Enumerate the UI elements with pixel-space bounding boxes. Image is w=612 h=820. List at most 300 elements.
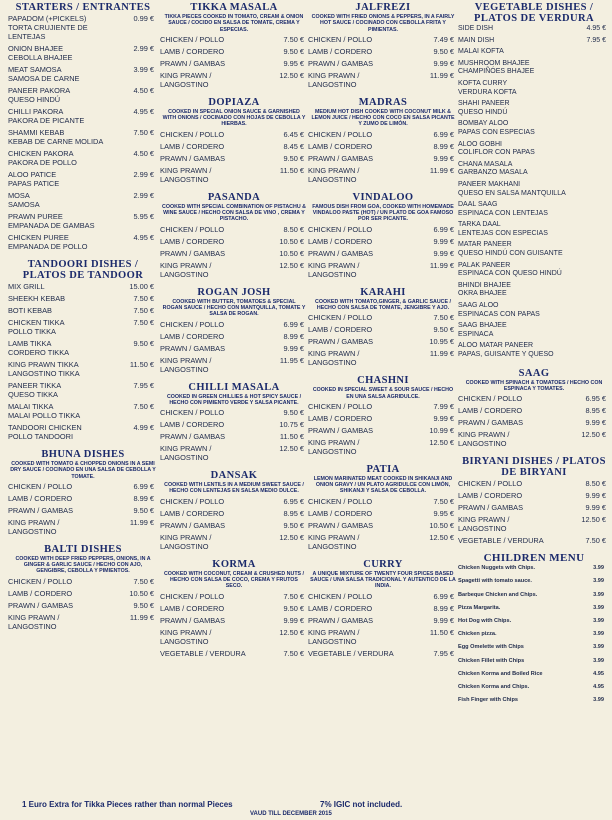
item-name: CHICKEN / POLLO (458, 479, 523, 489)
menu-item (160, 628, 308, 646)
item-name: PRAWN / GAMBAS (458, 418, 524, 428)
item-name: CHICKEN PAKORA PAKORA DE POLLO (8, 149, 77, 167)
item-name: LAMB / CORDERO (160, 46, 225, 56)
item-price: 9.99 € (433, 58, 454, 68)
menu-item (8, 601, 158, 610)
menu-section-curry (308, 559, 458, 664)
menu-item (8, 14, 158, 41)
menu-item (308, 130, 458, 139)
item-name: SHEEKH KEBAB (8, 294, 66, 303)
section-description: TIKKA PIECES COOKED IN TOMATO, CREAM & ONION SAUCE / COCIDO EN SALSA DE TOMATE, CREMA Y ESPECIAS. (164, 14, 304, 33)
item-price: 9.99 € (585, 418, 606, 428)
item-name: MUSHROOM BHAJEE CHAMPIÑÓES BHAJEE (458, 59, 535, 76)
section-title: TANDOORI DISHES / PLATOS DE TANDOOR (22, 259, 144, 281)
item-price: 2.99 € (133, 170, 154, 179)
item-name: LAMB / CORDERO (308, 413, 373, 423)
item-name: Chicken Nuggets with Chips. (458, 565, 536, 572)
menu-column-2 (160, 0, 308, 664)
menu-item (160, 237, 308, 246)
item-name: LAMB / CORDERO (308, 325, 373, 335)
item-price: 9.50 € (433, 325, 454, 335)
item-price: 9.99 € (433, 248, 454, 258)
item-name: KING PRAWN / LANGOSTINO (160, 444, 212, 463)
item-name: PRAWN / GAMBAS (308, 425, 374, 435)
item-price: 3.99 (593, 644, 604, 651)
section-title: BHUNA DISHES (41, 449, 125, 460)
item-price: 9.99 € (585, 491, 606, 501)
menu-column-3 (308, 0, 458, 664)
section-title: CHASHNI (357, 375, 409, 387)
menu-item (458, 262, 610, 279)
menu-item (8, 494, 158, 503)
item-price: 15.00 € (129, 282, 154, 291)
section-description: COOKED IN SPECIAL ONION SAUCE & GARNISHED WITH ONIONS / COCINADO CON HOJAS DE CEBOLLA Y HIERBAS. (162, 108, 306, 128)
item-name: PRAWN / GAMBAS (308, 615, 374, 625)
item-price: 7.95 € (586, 36, 606, 44)
section-description: COOKED WITH LENTILS IN A MEDIUM SWEET SAUCE / HECHO CON LENTEJAS EN SALSA MEDIO DULCE. (164, 482, 304, 495)
menu-item (160, 533, 308, 551)
menu-item (458, 394, 610, 403)
item-name: PANEER MAKHANI QUESO EN SALSA MANTQUILLA (458, 180, 566, 197)
menu-item (160, 166, 308, 184)
section-title: BALTI DISHES (44, 543, 122, 555)
item-price: 9.99 € (433, 153, 454, 163)
menu-item (8, 191, 158, 209)
item-name: CHICKEN / POLLO (160, 591, 225, 601)
menu-section-jalfrezi (308, 2, 458, 95)
item-price: 9.99 € (585, 503, 606, 513)
item-name: Chicken Korma and Chips. (458, 683, 530, 690)
menu-item (458, 141, 610, 158)
item-name: CHICKEN / POLLO (458, 394, 523, 404)
item-name: LAMB / CORDERO (160, 420, 225, 430)
menu-item (458, 515, 610, 533)
menu-item (458, 342, 610, 359)
item-price: 8.99 € (433, 603, 454, 613)
item-price: 4.95 € (586, 25, 606, 32)
item-name: CHICKEN / POLLO (160, 34, 225, 44)
item-price: 11.99 € (129, 612, 154, 622)
item-price: 3.99 (593, 617, 604, 624)
item-name: MIX GRILL (8, 282, 45, 291)
item-price: 10.99 € (429, 425, 454, 435)
menu-item (160, 225, 308, 234)
menu-item (8, 233, 158, 251)
item-name: SAAG ALOO ESPINACAS CON PAPAS (458, 302, 540, 318)
menu-item (8, 294, 158, 303)
item-name: CHANA MASALA GARBANZO MASALA (458, 160, 528, 177)
section-title: VINDALOO (352, 191, 414, 203)
item-price: 3.99 (593, 604, 604, 611)
item-name: CHICKEN / POLLO (308, 224, 373, 234)
item-price: 2.99 € (133, 44, 154, 53)
menu-item (458, 658, 610, 665)
menu-item (458, 322, 610, 339)
item-name: VEGETABLE / VERDURA (308, 648, 394, 658)
item-name: LAMB / CORDERO (160, 603, 225, 613)
menu-item (160, 59, 308, 68)
menu-section-tandoori-dishes (8, 259, 158, 447)
item-price: 7.50 € (133, 402, 154, 411)
menu-item (160, 592, 308, 601)
menu-item (308, 426, 458, 435)
menu-item (160, 344, 308, 353)
menu-item (308, 59, 458, 68)
menu-item (458, 241, 610, 258)
menu-item (160, 649, 308, 658)
item-name: KING PRAWN / LANGOSTINO (160, 70, 212, 89)
section-description: COOKED WITH FRIED ONIONS & PEPPERS, IN A FAIRLY HOT SAUCE / COCINADO CON CEBOLLA FRITA Y PIMIENTAS. (311, 14, 455, 33)
menu-item (8, 381, 158, 399)
menu-item (308, 521, 458, 530)
menu-item (458, 503, 610, 512)
item-price: 11.50 € (429, 627, 454, 637)
menu-item (458, 181, 610, 198)
item-name: CHICKEN / POLLO (160, 129, 225, 139)
item-name: Chicken Korma and Boiled Rice (458, 670, 543, 677)
menu-item (458, 644, 610, 651)
item-name: CHICKEN / POLLO (160, 224, 225, 234)
item-name: LAMB / CORDERO (160, 236, 225, 246)
item-name: LAMB / CORDERO (8, 493, 73, 503)
menu-item (458, 479, 610, 488)
section-title: TIKKA MASALA (190, 2, 278, 13)
menu-section-children-menu (458, 553, 610, 713)
section-title: STARTERS / ENTRANTES (15, 2, 151, 13)
menu-item (308, 154, 458, 163)
section-title: CHILLI MASALA (188, 381, 280, 393)
section-description: COOKED WITH DEEP FRIED PEPPERS, ONIONS, IN A GINGER & GARLIC SAUCE / HECHO CON AJO, GENGIBRE, CEBOLLA Y PIMIENTOS. (15, 555, 151, 575)
item-name: LAMB / CORDERO (160, 331, 225, 341)
menu-item (458, 406, 610, 415)
item-name: BOMBAY ALOO PAPAS CON ESPECIAS (458, 120, 535, 136)
item-price: 11.50 € (279, 165, 304, 175)
section-title: CHILDREN MENU (483, 552, 585, 565)
item-name: Chicken pizza. (458, 631, 497, 638)
item-name: LAMB / CORDERO (308, 603, 373, 613)
item-name: KING PRAWN / LANGOSTINO (308, 349, 360, 368)
item-price: 7.50 € (283, 648, 304, 658)
item-name: Chicken Fillet with Chips (458, 657, 525, 664)
item-name: KING PRAWN / LANGOSTINO (308, 260, 360, 279)
menu-item (458, 37, 610, 46)
item-name: ALOO PATICE PAPAS PATICE (8, 170, 60, 188)
item-name: KING PRAWN / LANGOSTINO (308, 627, 360, 646)
item-name: CHICKEN / POLLO (8, 481, 73, 491)
item-price: 4.50 € (133, 149, 154, 158)
section-title: MADRAS (358, 96, 408, 108)
item-name: KOFTA CURRY VERDURA KOFTA (458, 79, 517, 96)
menu-section-saag (458, 368, 610, 455)
item-price: 4.99 € (133, 423, 154, 432)
item-price: 9.50 € (133, 505, 154, 515)
menu-item (160, 356, 308, 374)
item-price: 9.50 € (433, 46, 454, 56)
item-price: 8.45 € (283, 141, 304, 151)
menu-item (160, 320, 308, 329)
item-name: Egg Omelette with Chips (458, 644, 524, 651)
section-title: DOPIAZA (208, 96, 260, 108)
menu-item (160, 332, 308, 341)
item-price: 6.99 € (433, 129, 454, 139)
item-name: SHAMMI KEBAB KEBAB DE CARNE MOLIDA (8, 128, 104, 146)
menu-item (8, 506, 158, 515)
menu-item (308, 592, 458, 601)
menu-item (308, 604, 458, 613)
item-price: 10.75 € (279, 420, 304, 430)
menu-item (458, 418, 610, 427)
menu-section-chilli-masala (160, 382, 308, 469)
section-description: LEMON MARINATED MEAT COOKED IN SHIKANJI AND ONION GRAVY / UN PLATO AGRIDULCE CON LIMÓN, SHIKANJI Y SALSA DE CEBOLLA. (313, 475, 453, 495)
menu-item (308, 142, 458, 151)
section-description: MEDIUM HOT DISH COOKED WITH COCONUT MILK & LEMON JUICE / HECHO CON COCO EN SALSA PICANTE Y ZUMO DE LIMÓN. (311, 108, 455, 128)
section-title: SAAG (518, 367, 550, 379)
menu-item (8, 86, 158, 104)
menu-item (8, 149, 158, 167)
menu-item (458, 161, 610, 178)
item-price: 9.50 € (283, 603, 304, 613)
menu-item (308, 402, 458, 411)
item-name: ALOO GOBHI COLIFLOR CON PAPAS (458, 140, 535, 157)
menu-item (308, 616, 458, 625)
item-price: 10.50 € (279, 248, 304, 258)
item-name: PRAWN / GAMBAS (160, 153, 226, 163)
menu-item (8, 339, 158, 357)
menu-item (8, 423, 158, 441)
menu-item (308, 497, 458, 506)
menu-item (458, 100, 610, 117)
item-price: 12.50 € (279, 70, 304, 80)
item-price: 12.50 € (581, 515, 606, 525)
item-name: LAMB / CORDERO (308, 508, 373, 518)
menu-item (308, 414, 458, 423)
item-price: 12.50 € (279, 532, 304, 542)
item-name: PRAWN PUREE EMPANADA DE GAMBAS (8, 212, 95, 230)
menu-item (458, 618, 610, 625)
menu-item (308, 237, 458, 246)
item-price: 3.99 (593, 565, 604, 572)
menu-item (458, 605, 610, 612)
item-price: 9.50 € (133, 339, 154, 348)
menu-item (8, 589, 158, 598)
menu-section-bhuna-dishes (8, 449, 158, 542)
item-price: 12.50 € (429, 437, 454, 447)
item-name: PRAWN / GAMBAS (160, 520, 226, 530)
menu-item (458, 565, 610, 572)
item-name: PRAWN / GAMBAS (160, 248, 226, 258)
item-price: 7.49 € (433, 34, 454, 44)
item-price: 10.50 € (129, 588, 154, 598)
item-price: 3.99 (593, 591, 604, 598)
item-price: 12.50 € (279, 627, 304, 637)
item-name: ALOO MATAR PANEER PAPAS, GUISANTE Y QUESO (458, 342, 554, 358)
menu-item (458, 48, 610, 57)
menu-item (458, 80, 610, 97)
menu-item (458, 697, 610, 704)
menu-item (8, 128, 158, 146)
item-name: TARKA DAAL LENTEJAS CON ESPECIAS (458, 221, 548, 237)
item-name: KING PRAWN / LANGOSTINO (160, 355, 212, 374)
item-price: 9.99 € (433, 615, 454, 625)
item-name: KING PRAWN / LANGOSTINO (8, 517, 60, 536)
item-price: 7.99 € (433, 401, 454, 411)
item-price: 3.99 (593, 657, 604, 664)
item-name: PRAWN / GAMBAS (308, 248, 374, 258)
item-price: 5.95 € (133, 212, 154, 221)
item-price: 12.50 € (279, 444, 304, 454)
menu-item (160, 616, 308, 625)
section-description: COOKED WITH BUTTER, TOMATOES & SPECIAL ROGAN SAUCE / HECHO CON MANTQUILLA, TOMATE Y SALSA DE ROGAN. (162, 298, 306, 318)
section-title: BIRYANI DISHES / PLATOS DE BIRYANI (462, 456, 606, 479)
menu-item (308, 166, 458, 184)
item-price: 3.99 (593, 578, 604, 585)
item-name: PRAWN / GAMBAS (160, 432, 226, 442)
menu-item (458, 578, 610, 585)
menu-item (458, 282, 610, 299)
menu-item (8, 212, 158, 230)
item-name: LAMB / CORDERO (8, 588, 73, 598)
item-name: CHICKEN PUREE EMPANADA DE POLLO (8, 233, 88, 251)
item-name: MAIN DISH (458, 36, 495, 44)
item-price: 6.99 € (433, 224, 454, 234)
item-name: SAAG BHAJEE ESPINACA (458, 322, 507, 338)
item-name: CHICKEN / POLLO (308, 129, 373, 139)
section-title: PATIA (366, 463, 400, 475)
menu-item (160, 142, 308, 151)
item-name: CHICKEN / POLLO (8, 576, 73, 586)
menu-item (160, 154, 308, 163)
menu-section-chashni (308, 375, 458, 462)
menu-item (160, 249, 308, 258)
item-name: KING PRAWN / LANGOSTINO (160, 532, 212, 551)
menu-item (8, 170, 158, 188)
menu-item (458, 201, 610, 218)
menu-item (458, 671, 610, 678)
item-name: LAMB / CORDERO (160, 508, 225, 518)
item-price: 7.50 € (133, 306, 154, 315)
item-price: 6.95 € (585, 394, 606, 404)
item-price: 9.95 € (433, 508, 454, 518)
item-name: KING PRAWN / LANGOSTINO (8, 612, 60, 631)
item-price: 6.99 € (433, 591, 454, 601)
item-name: PANEER TIKKA QUESO TIKKA (8, 381, 62, 399)
item-price: 4.95 € (133, 107, 154, 116)
item-price: 11.99 € (429, 70, 454, 80)
item-name: CHICKEN / POLLO (308, 591, 373, 601)
menu-section-biryani-dishes (458, 456, 610, 551)
section-description: COOKED WITH COCONUT, CREAM & CRUSHED NUTS / HECHO CON SALSA DE COCO, CREMA Y FRUTOS SECO. (163, 570, 305, 590)
item-price: 10.95 € (429, 337, 454, 347)
menu-item (8, 482, 158, 491)
menu-item (458, 60, 610, 77)
section-title: DANSAK (210, 470, 258, 482)
menu-section-dopiaza (160, 97, 308, 190)
item-name: PRAWN / GAMBAS (308, 58, 374, 68)
item-name: MALAI KOFTA (458, 48, 504, 56)
item-price: 8.95 € (283, 508, 304, 518)
item-name: KING PRAWN / LANGOSTINO (308, 437, 360, 456)
item-price: 12.50 € (429, 532, 454, 542)
menu-item (458, 536, 610, 545)
item-name: LAMB TIKKA CORDERO TIKKA (8, 339, 70, 357)
item-name: KING PRAWN / LANGOSTINO (160, 260, 212, 279)
item-name: KING PRAWN TIKKA LANGOSTINO TIKKA (8, 360, 80, 378)
section-description: COOKED WITH SPINACH & TOMATOES / HECHO CON ESPINACA Y TOMATES. (465, 379, 603, 392)
menu-item (458, 491, 610, 500)
item-name: CHICKEN / POLLO (160, 319, 225, 329)
menu-item (308, 261, 458, 279)
validity-note: VAUD TILL DECEMBER 2015 (250, 811, 332, 817)
item-name: LAMB / CORDERO (458, 491, 523, 501)
item-price: 4.95 (593, 683, 604, 690)
menu-item (458, 631, 610, 638)
item-price: 12.50 € (279, 260, 304, 270)
item-price: 9.50 € (283, 46, 304, 56)
item-name: KING PRAWN / LANGOSTINO (160, 165, 212, 184)
item-name: PRAWN / GAMBAS (308, 520, 374, 530)
item-name: KING PRAWN / LANGOSTINO (308, 532, 360, 551)
item-price: 8.99 € (133, 493, 154, 503)
item-price: 7.50 € (433, 313, 454, 323)
menu-item (308, 47, 458, 56)
item-price: 8.50 € (283, 224, 304, 234)
menu-item (458, 221, 610, 238)
item-price: 10.50 € (279, 236, 304, 246)
item-price: 7.50 € (133, 128, 154, 137)
item-price: 4.50 € (133, 86, 154, 95)
section-description: COOKED WITH SPECIAL COMBINATION OF PISTACHU & WINE SAUCE / HECHO CON SALSA DE VINO , CREMA Y PISTACHO. (162, 203, 306, 223)
item-name: CHICKEN / POLLO (308, 313, 373, 323)
menu-item (458, 25, 610, 34)
item-name: CHICKEN / POLLO (160, 408, 225, 418)
item-name: PANEER PAKORA QUESO HINDÚ (8, 86, 71, 104)
item-price: 6.99 € (283, 319, 304, 329)
section-description: FAMOUS DISH FROM GOA, COOKED WITH HOMEMADE VINDALOO PASTE (HOT) / UN PLATO DE GOA FAMOSO POR SER PICANTE. (312, 203, 454, 223)
item-price: 11.99 € (429, 260, 454, 270)
item-name: CHICKEN / POLLO (308, 496, 373, 506)
item-price: 7.50 € (133, 576, 154, 586)
menu-item (8, 402, 158, 420)
menu-section-korma (160, 559, 308, 664)
item-price: 9.50 € (133, 600, 154, 610)
item-name: PRAWN / GAMBAS (458, 503, 524, 513)
item-price: 4.95 € (133, 233, 154, 242)
menu-item (308, 349, 458, 367)
item-price: 7.95 € (133, 381, 154, 390)
menu-section-karahi (308, 287, 458, 374)
menu-item (308, 313, 458, 322)
item-name: PRAWN / GAMBAS (160, 615, 226, 625)
item-price: 7.50 € (585, 536, 606, 546)
menu-item (8, 360, 158, 378)
tikka-extra-note: 1 Euro Extra for Tikka Pieces rather than normal Pieces (22, 800, 233, 809)
menu-item (160, 604, 308, 613)
item-price: 10.50 € (429, 520, 454, 530)
menu-section-starters (8, 2, 158, 257)
item-name: MALAI TIKKA MALAI POLLO TIKKA (8, 402, 81, 420)
menu-section-pasanda (160, 192, 308, 285)
item-name: Pizza Margarita. (458, 604, 501, 611)
item-price: 4.95 (593, 670, 604, 677)
menu-item (308, 225, 458, 234)
menu-item (160, 130, 308, 139)
menu-item (308, 533, 458, 551)
section-title: JALFREZI (355, 2, 411, 13)
menu-item (308, 71, 458, 89)
section-description: A UNIQUE MIXTURE OF TWENTY FOUR SPICES BASED SAUCE / UNA SALSA TRADICIONAL Y AUTENTICO DE LA INDIA. (310, 570, 456, 590)
item-name: TANDOORI CHICKEN POLLO TANDOORI (8, 423, 82, 441)
menu-item (8, 518, 158, 536)
